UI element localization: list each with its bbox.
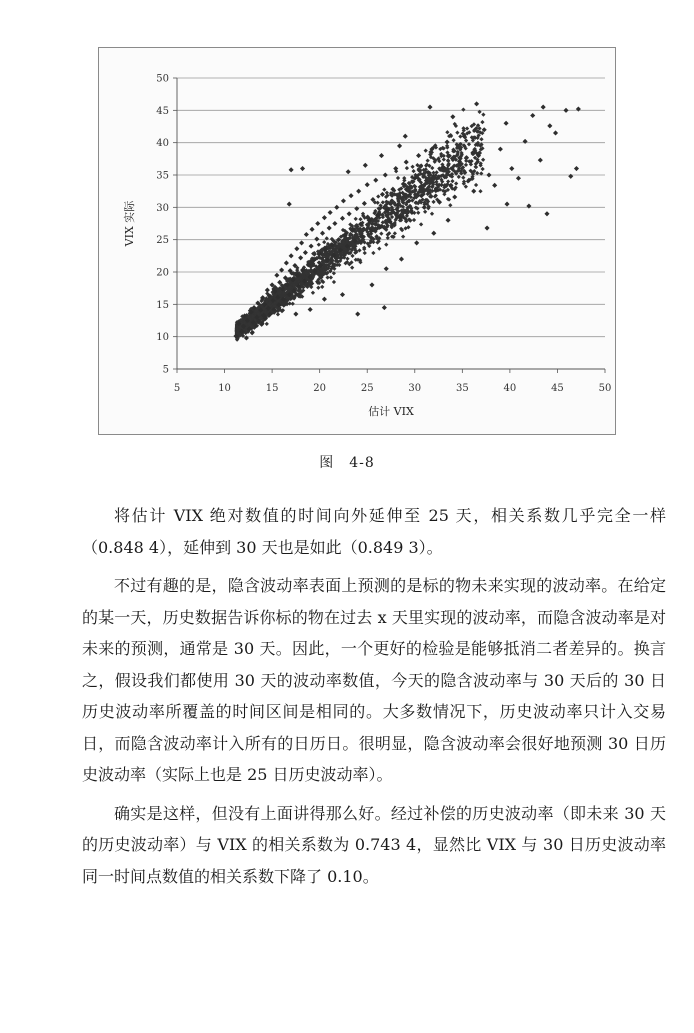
scatter-point <box>293 311 298 316</box>
scatter-point <box>284 260 289 265</box>
scatter-point <box>461 176 465 180</box>
scatter-point <box>304 232 309 237</box>
scatter-point <box>481 158 485 162</box>
scatter-point <box>369 282 374 287</box>
scatter-point <box>287 202 292 207</box>
scatter-point <box>445 139 450 144</box>
scatter-point <box>486 172 491 177</box>
scatter-point <box>310 227 315 232</box>
scatter-point <box>349 193 354 198</box>
scatter-point <box>363 251 367 255</box>
y-axis-title: VIX 实际 <box>123 200 136 247</box>
y-tick-label: 40 <box>156 138 169 150</box>
scatter-point <box>523 139 528 144</box>
scatter-point <box>376 201 380 205</box>
scatter-point <box>416 153 421 158</box>
scatter-point <box>455 131 459 135</box>
scatter-point <box>355 311 360 316</box>
y-tick-label: 45 <box>156 105 169 117</box>
scatter-point <box>322 240 326 244</box>
scatter-point <box>320 285 324 289</box>
scatter-point <box>410 165 414 169</box>
scatter-point <box>289 253 294 258</box>
scatter-chart <box>99 48 615 434</box>
x-tick-label: 5 <box>173 383 181 394</box>
scatter-point <box>291 302 295 306</box>
scatter-point <box>356 189 361 194</box>
scatter-point <box>498 147 503 152</box>
scatter-point <box>334 205 339 210</box>
scatter-point <box>454 181 458 185</box>
scatter-point <box>322 297 327 302</box>
scatter-point <box>412 218 416 222</box>
y-tick-label: 5 <box>162 364 169 376</box>
scatter-point <box>320 231 325 236</box>
scatter-point <box>363 163 368 168</box>
scatter-point <box>426 158 430 162</box>
scatter-point <box>340 216 345 221</box>
scatter-point <box>422 205 427 210</box>
scatter-point <box>509 166 514 171</box>
scatter-point <box>450 179 454 183</box>
paragraph-1: 将估计 VIX 绝对数值的时间向外延伸至 25 天，相关系数几乎完全一样（0.848 4），延伸到 30 天也是如此（0.849 3）。 <box>82 506 666 557</box>
scatter-point <box>289 167 294 172</box>
paragraph-3: 确实是这样，但没有上面讲得那么好。经过补偿的历史波动率（即未来 30 天的历史波动率）与 VIX 的相关系数为 0.743 4，显然比 VIX 与 30 日历史波动率同一时间点数值的相关系数下降了 0.10。 <box>82 803 666 886</box>
paragraph-2: 不过有趣的是，隐含波动率表面上预测的是标的物未来实现的波动率。在给定的某一天，历史数据告诉你标的物在过去 x 天里实现的波动率，而隐含波动率是对未来的预测，通常是 30 天。因此，一个更好的检验是能够抵消二者差异的。换言之，假设我们都使用 30 天的波动率数值，今天的隐含波动率与 30 天后的 30 日历史波动率所覆盖的时间区间是相同的。大多数情况下，历史波动率只计入交易日，而隐含波动率计入所有的日历日。很明显，隐含波动率会很好地预测 30 日历史波动率（实际上也是 25 日历史波动率）。 <box>82 576 666 784</box>
scatter-point <box>481 112 485 116</box>
scatter-point <box>452 194 457 199</box>
x-tick-label: 10 <box>218 383 231 394</box>
scatter-point <box>298 255 303 260</box>
scatter-point <box>431 200 435 204</box>
scatter-point <box>485 225 490 230</box>
figure-frame <box>98 47 616 435</box>
scatter-point <box>568 174 573 179</box>
scatter-point <box>479 137 483 141</box>
scatter-point <box>377 246 381 250</box>
scatter-point <box>294 246 299 251</box>
scatter-point <box>452 138 456 142</box>
scatter-point <box>474 165 478 169</box>
y-tick-label: 10 <box>156 332 169 344</box>
scatter-point <box>365 182 370 187</box>
scatter-point <box>397 143 402 148</box>
scatter-point <box>332 221 337 226</box>
scatter-point <box>464 163 468 167</box>
x-axis-title: 估计 VIX <box>368 405 414 418</box>
scatter-point <box>328 210 333 215</box>
data-points <box>233 101 580 341</box>
scatter-point <box>419 222 423 226</box>
scatter-point <box>504 202 509 207</box>
scatter-point <box>309 244 314 249</box>
y-tick-label: 30 <box>156 202 169 214</box>
scatter-point <box>371 251 375 255</box>
x-tick-label: 30 <box>408 383 422 394</box>
scatter-point <box>341 198 346 203</box>
scatter-point <box>384 242 388 246</box>
scatter-point <box>414 240 419 245</box>
scatter-point <box>316 286 320 290</box>
scatter-point <box>385 191 389 195</box>
scatter-point <box>576 106 581 111</box>
scatter-point <box>430 212 434 216</box>
scatter-point <box>380 192 385 197</box>
x-tick-label: 35 <box>455 383 469 394</box>
scatter-point <box>250 330 255 335</box>
scatter-point <box>445 130 449 134</box>
scatter-point <box>461 107 465 111</box>
scatter-point <box>265 288 270 293</box>
scatter-point <box>350 266 354 270</box>
scatter-point <box>423 210 427 214</box>
scatter-point <box>516 176 521 181</box>
scatter-point <box>416 211 420 215</box>
figure-caption: 图 4-8 <box>319 455 375 471</box>
scatter-point <box>346 169 351 174</box>
scatter-point <box>474 101 479 106</box>
scatter-point <box>458 134 462 138</box>
scatter-point <box>276 312 280 316</box>
scatter-point <box>427 105 432 110</box>
scatter-point <box>303 250 308 255</box>
scatter-point <box>403 134 408 139</box>
scatter-point <box>393 231 397 235</box>
scatter-point <box>478 189 482 193</box>
scatter-point <box>446 218 451 223</box>
scatter-point <box>340 292 345 297</box>
scatter-point <box>563 108 568 113</box>
scatter-point <box>471 189 476 194</box>
scatter-point <box>530 113 535 118</box>
scatter-point <box>362 201 367 206</box>
scatter-point <box>315 221 320 226</box>
scatter-point <box>314 236 319 241</box>
scatter-point <box>347 211 352 216</box>
scatter-point <box>404 160 409 165</box>
scatter-point <box>538 158 543 163</box>
scatter-point <box>383 172 388 177</box>
scatter-point <box>424 149 428 153</box>
scatter-point <box>450 114 455 119</box>
scatter-point <box>396 176 400 180</box>
scatter-point <box>358 217 362 221</box>
scatter-point <box>481 167 485 171</box>
x-tick-label: 25 <box>360 383 374 394</box>
scatter-point <box>544 211 549 216</box>
scatter-point <box>322 215 327 220</box>
scatter-point <box>376 194 380 198</box>
scatter-point <box>373 178 378 183</box>
scatter-point <box>442 157 446 161</box>
y-tick-label: 35 <box>156 170 169 182</box>
scatter-point <box>381 200 385 204</box>
scatter-point <box>405 166 409 170</box>
scatter-point <box>326 275 330 279</box>
scatter-point <box>327 225 332 230</box>
scatter-point <box>384 266 389 271</box>
scatter-point <box>274 273 279 278</box>
scatter-point <box>526 203 531 208</box>
scatter-point <box>465 126 469 130</box>
scatter-point <box>354 206 359 211</box>
x-tick-label: 45 <box>551 383 564 394</box>
scatter-point <box>382 305 387 310</box>
x-tick-label: 15 <box>265 383 279 394</box>
scatter-point <box>308 307 313 312</box>
y-tick-label: 25 <box>156 235 169 247</box>
scatter-point <box>547 123 552 128</box>
scatter-point <box>379 153 384 158</box>
scatter-point <box>299 240 304 245</box>
scatter-point <box>541 105 546 110</box>
scatter-point <box>379 232 383 236</box>
y-tick-label: 50 <box>156 73 169 85</box>
scatter-point <box>446 179 450 183</box>
scatter-point <box>401 235 405 239</box>
x-tick-label: 50 <box>598 383 612 394</box>
scatter-point <box>553 130 558 135</box>
scatter-point <box>442 192 446 196</box>
scatter-point <box>345 257 349 261</box>
body-text <box>82 500 666 899</box>
x-tick-label: 40 <box>503 383 517 394</box>
scatter-point <box>411 169 415 173</box>
scatter-point <box>504 121 509 126</box>
scatter-point <box>311 291 315 295</box>
scatter-point <box>448 203 452 207</box>
x-tick-label: 20 <box>313 383 327 394</box>
scatter-point <box>317 243 321 247</box>
scatter-point <box>350 254 354 258</box>
y-tick-label: 20 <box>156 267 169 279</box>
y-tick-label: 15 <box>156 299 169 311</box>
scatter-point <box>431 231 436 236</box>
scatter-point <box>382 188 386 192</box>
scatter-point <box>265 322 269 326</box>
scatter-point <box>393 166 398 171</box>
scatter-point <box>492 183 497 188</box>
scatter-point <box>332 280 336 284</box>
scatter-point <box>446 159 450 163</box>
scatter-point <box>300 166 305 171</box>
scatter-point <box>354 217 358 221</box>
tick-labels <box>156 74 611 395</box>
scatter-point <box>474 183 478 187</box>
scatter-point <box>480 120 484 124</box>
scatter-point <box>399 257 404 262</box>
scatter-point <box>574 166 579 171</box>
